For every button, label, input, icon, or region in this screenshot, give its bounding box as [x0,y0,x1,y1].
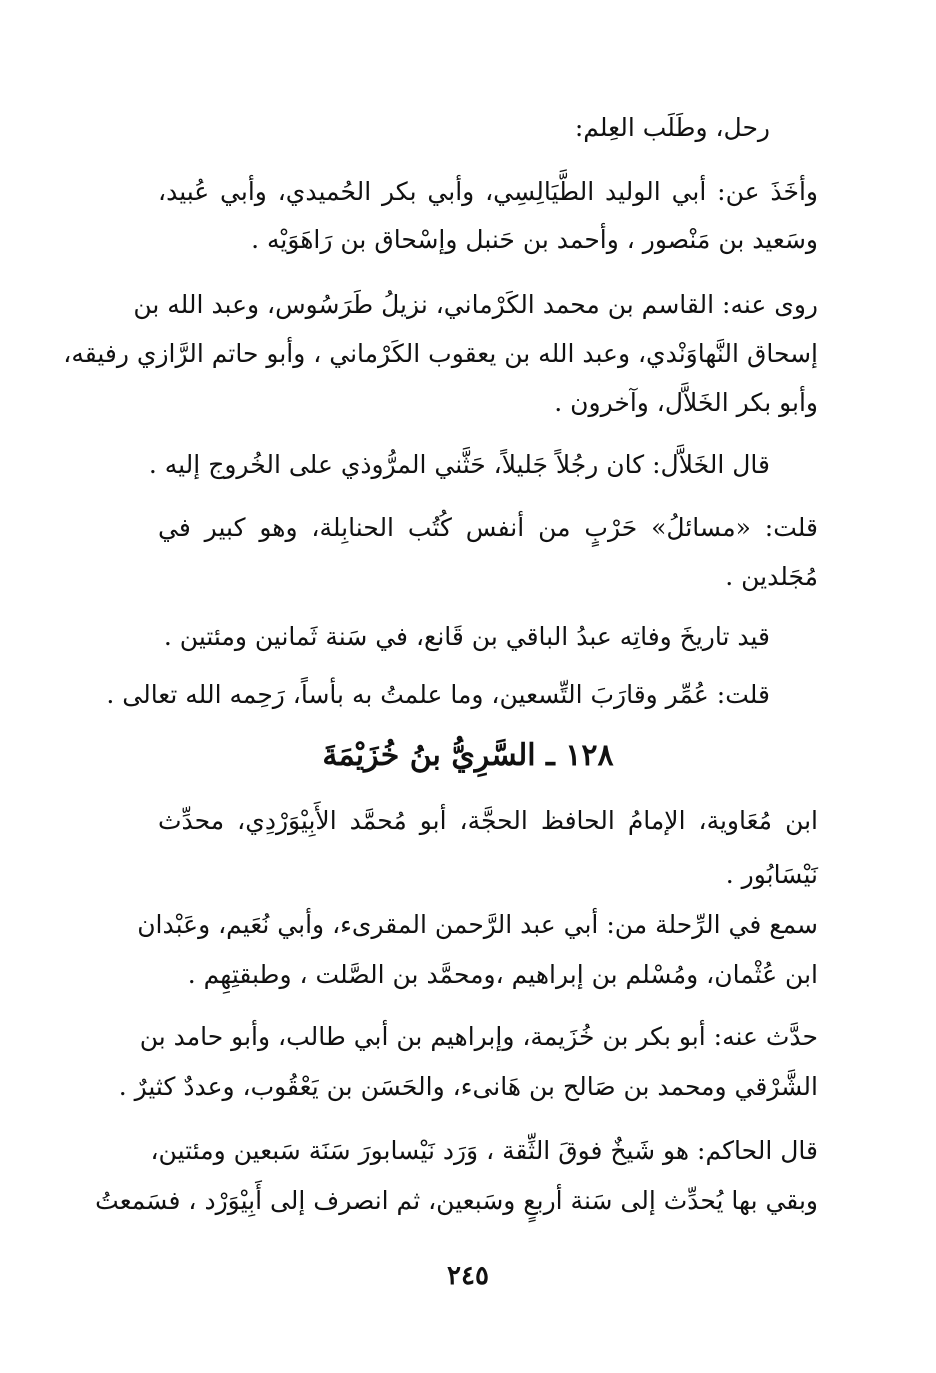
text-line: الشَّرْقي ومحمد بن صَالح بن هَانىء، والحَسَن بن يَعْقُوب، وعددٌ كثيرٌ . [118,1072,818,1101]
text-line: وبقي بها يُحدِّث إلى سَنة أربعٍ وسَبعين، ثم انصرف إلى أَبِيْوَرْد ، فسَمعتُ [95,1186,818,1215]
text-line: نَيْسَابُور . [725,860,818,889]
entry-heading: ١٢٨ ـ السَّرِيُّ بنُ خُزَيْمَةَ [322,738,614,773]
page-number: ٢٤٥ [447,1261,489,1291]
text-line: قال الخَلاَّل: كان رجُلاً جَليلاً، حَثَّني المرُّوذي على الخُروج إليه . [148,450,770,479]
text-line: قلت: «مسائلُ» حَرْبٍ من أنفس كُتُب الحنابِلة، وهو كبير في [158,513,818,542]
text-line: رحل، وطَلَب العِلم: [574,113,770,142]
text-line: روى عنه: القاسم بن محمد الكَرْماني، نزيلُ طَرَسُوس، وعبد الله بن [133,290,818,319]
text-line: سمع في الرِّحلة من: أبي عبد الرَّحمن المقرىء، وأبي نُعَيم، وعَبْدان [137,910,818,939]
text-line: وأخَذَ عن: أبي الوليد الطَّيَالِسِي، وأبي بكر الحُميدي، وأبي عُبيد، [158,177,818,206]
text-line: وسَعيد بن مَنْصور ، وأحمد بن حَنبل وإسْحاق بن رَاهَوَيْه . [251,225,818,254]
text-line: قال الحاكم: هو شَيخٌ فوقَ الثِّقة ، وَرَد نَيْسابورَ سَنَة سَبعين ومئتين، [150,1136,818,1165]
text-line: حدَّث عنه: أبو بكر بن خُزَيمة، وإبراهيم بن أبي طالب، وأبو حامد بن [139,1022,818,1051]
text-line: قيد تاريخَ وفاتِه عبدُ الباقي بن قَانع، في سَنة ثَمانين ومئتين . [163,622,770,651]
text-line: مُجَلدين . [725,562,818,591]
text-line: ابن مُعَاوية، الإمامُ الحافظ الحجَّة، أبو مُحمَّد الأَبِيْوَرْدِي، محدِّث [158,806,818,835]
text-line: وأبو بكر الخَلاَّل، وآخرون . [554,388,818,417]
text-line: قلت: عُمِّر وقارَبَ التِّسعين، وما علمتُ به بأساً، رَحِمه الله تعالى . [106,680,770,709]
text-line: ابن عُثْمان، ومُسْلم بن إبراهيم ،ومحمَّد بن الصَّلت ، وطبقتِهِم . [187,960,818,989]
text-line: إسحاق النَّهاوَنْدي، وعبد الله بن يعقوب الكَرْماني ، وأبو حاتم الرَّازي رفيقه، [63,339,818,368]
